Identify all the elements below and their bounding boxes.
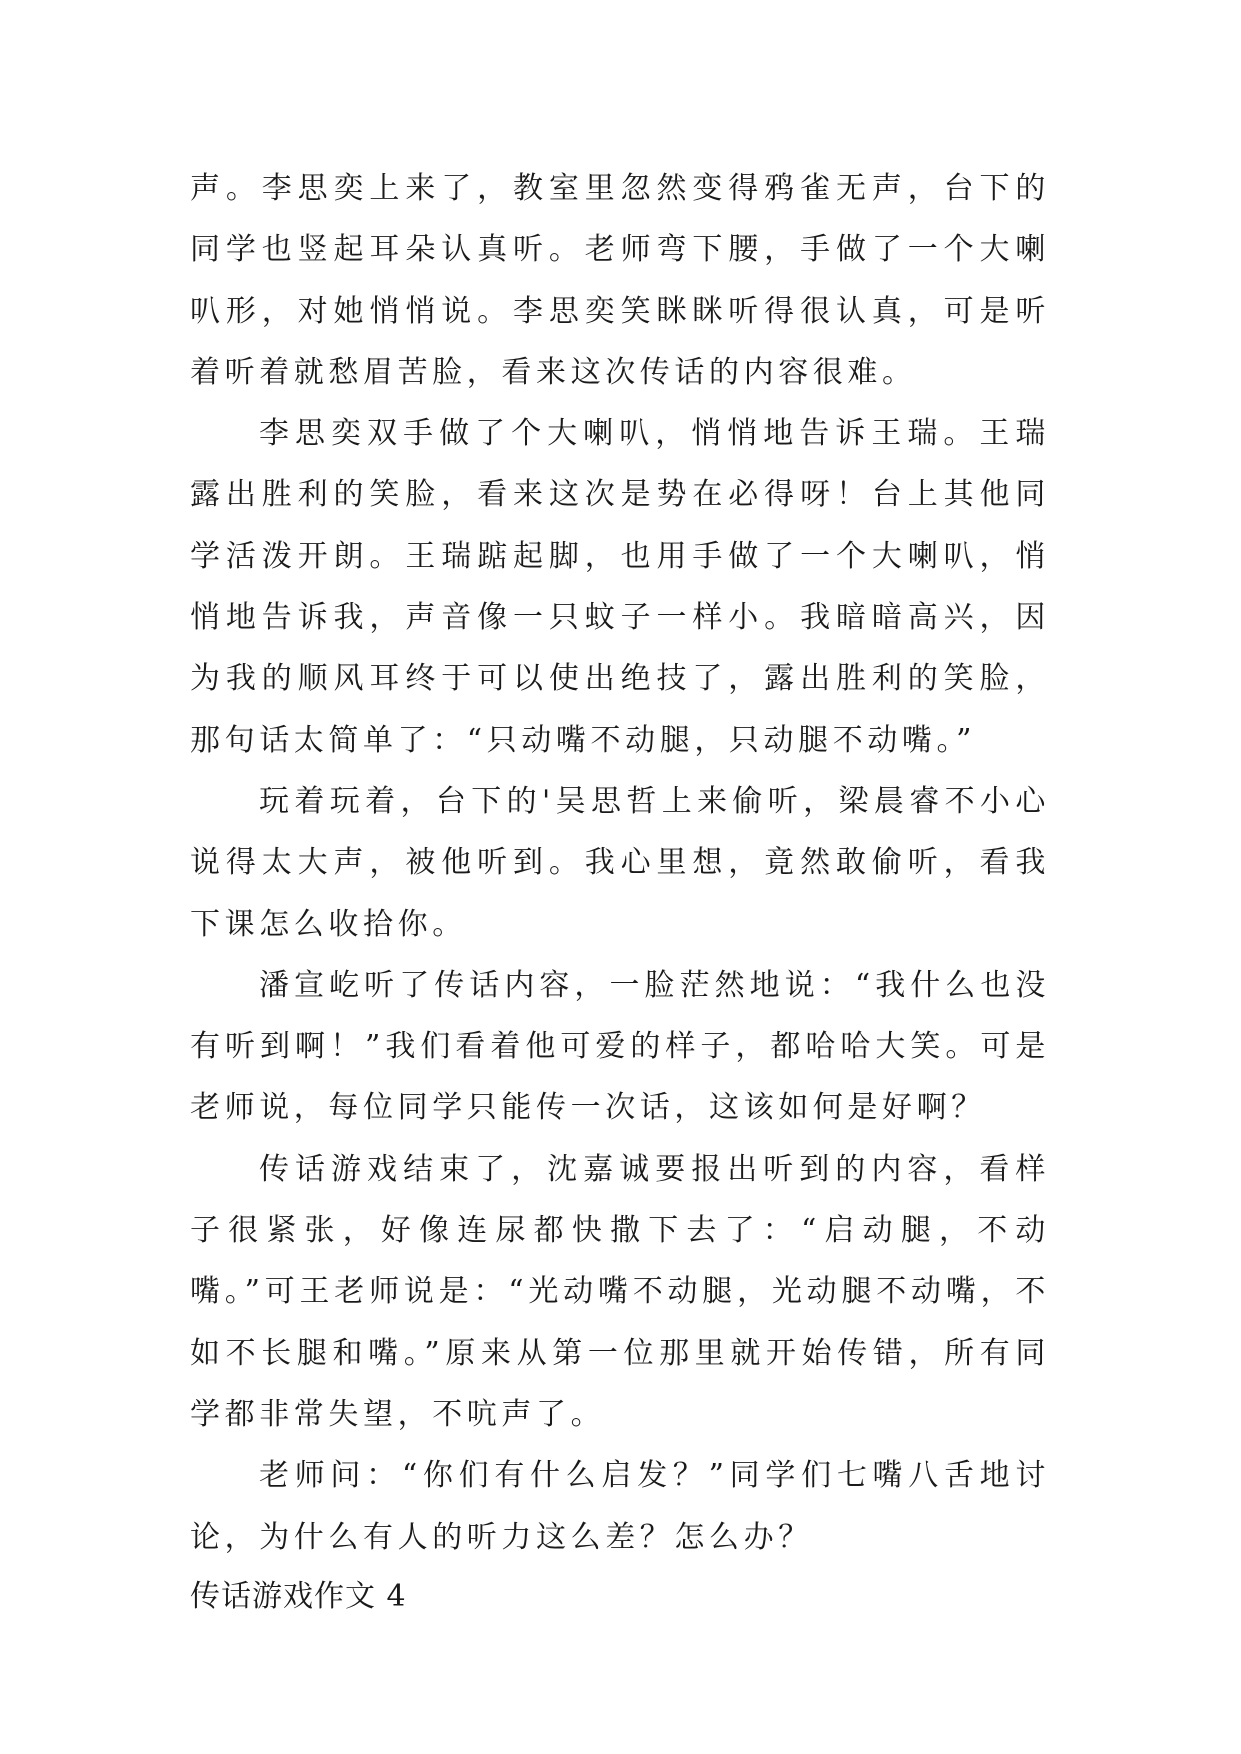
paragraph-1: 声。李思奕上来了，教室里忽然变得鸦雀无声，台下的同学也竖起耳朵认真听。老师弯下腰，手做了一个大喇叭形，对她悄悄说。李思奕笑眯眯听得很认真，可是听着听着就愁眉苦脸，看来这次传话的内容很难。: [190, 171, 1050, 390]
paragraph-2: 李思奕双手做了个大喇叭，悄悄地告诉王瑞。王瑞露出胜利的笑脸，看来这次是势在必得呀！台上其他同学活泼开朗。王瑞踮起脚，也用手做了一个大喇叭，悄悄地告诉我，声音像一只蚊子一样小。我暗暗高兴，因为我的顺风耳终于可以使出绝技了，露出胜利的笑脸，那句话太简单了：“只动嘴不动腿，只动腿不动嘴。”: [190, 416, 1050, 758]
paragraph-5: 传话游戏结束了，沈嘉诚要报出听到的内容，看样子很紧张，好像连尿都快撒下去了：“启动腿，不动嘴。”可王老师说是：“光动嘴不动腿，光动腿不动嘴，不如不长腿和嘴。”原来从第一位那里就开始传错，所有同学都非常失望，不吭声了。: [190, 1151, 1050, 1432]
paragraph-6: 老师问：“你们有什么启发？”同学们七嘴八舌地讨论，为什么有人的听力这么差？怎么办？: [190, 1458, 1050, 1555]
paragraph-3: 玩着玩着，台下的'吴思哲上来偷听，梁晨睿不小心说得太大声，被他听到。我心里想，竟然敢偷听，看我下课怎么收拾你。: [190, 783, 1050, 942]
document-body: [190, 158, 1050, 1626]
paragraph-4: 潘宣屹听了传话内容，一脸茫然地说：“我什么也没有听到啊！”我们看着他可爱的样子，都哈哈大笑。可是老师说，每位同学只能传一次话，这该如何是好啊？: [190, 967, 1050, 1126]
section-heading: 传话游戏作文 4: [190, 1578, 407, 1614]
